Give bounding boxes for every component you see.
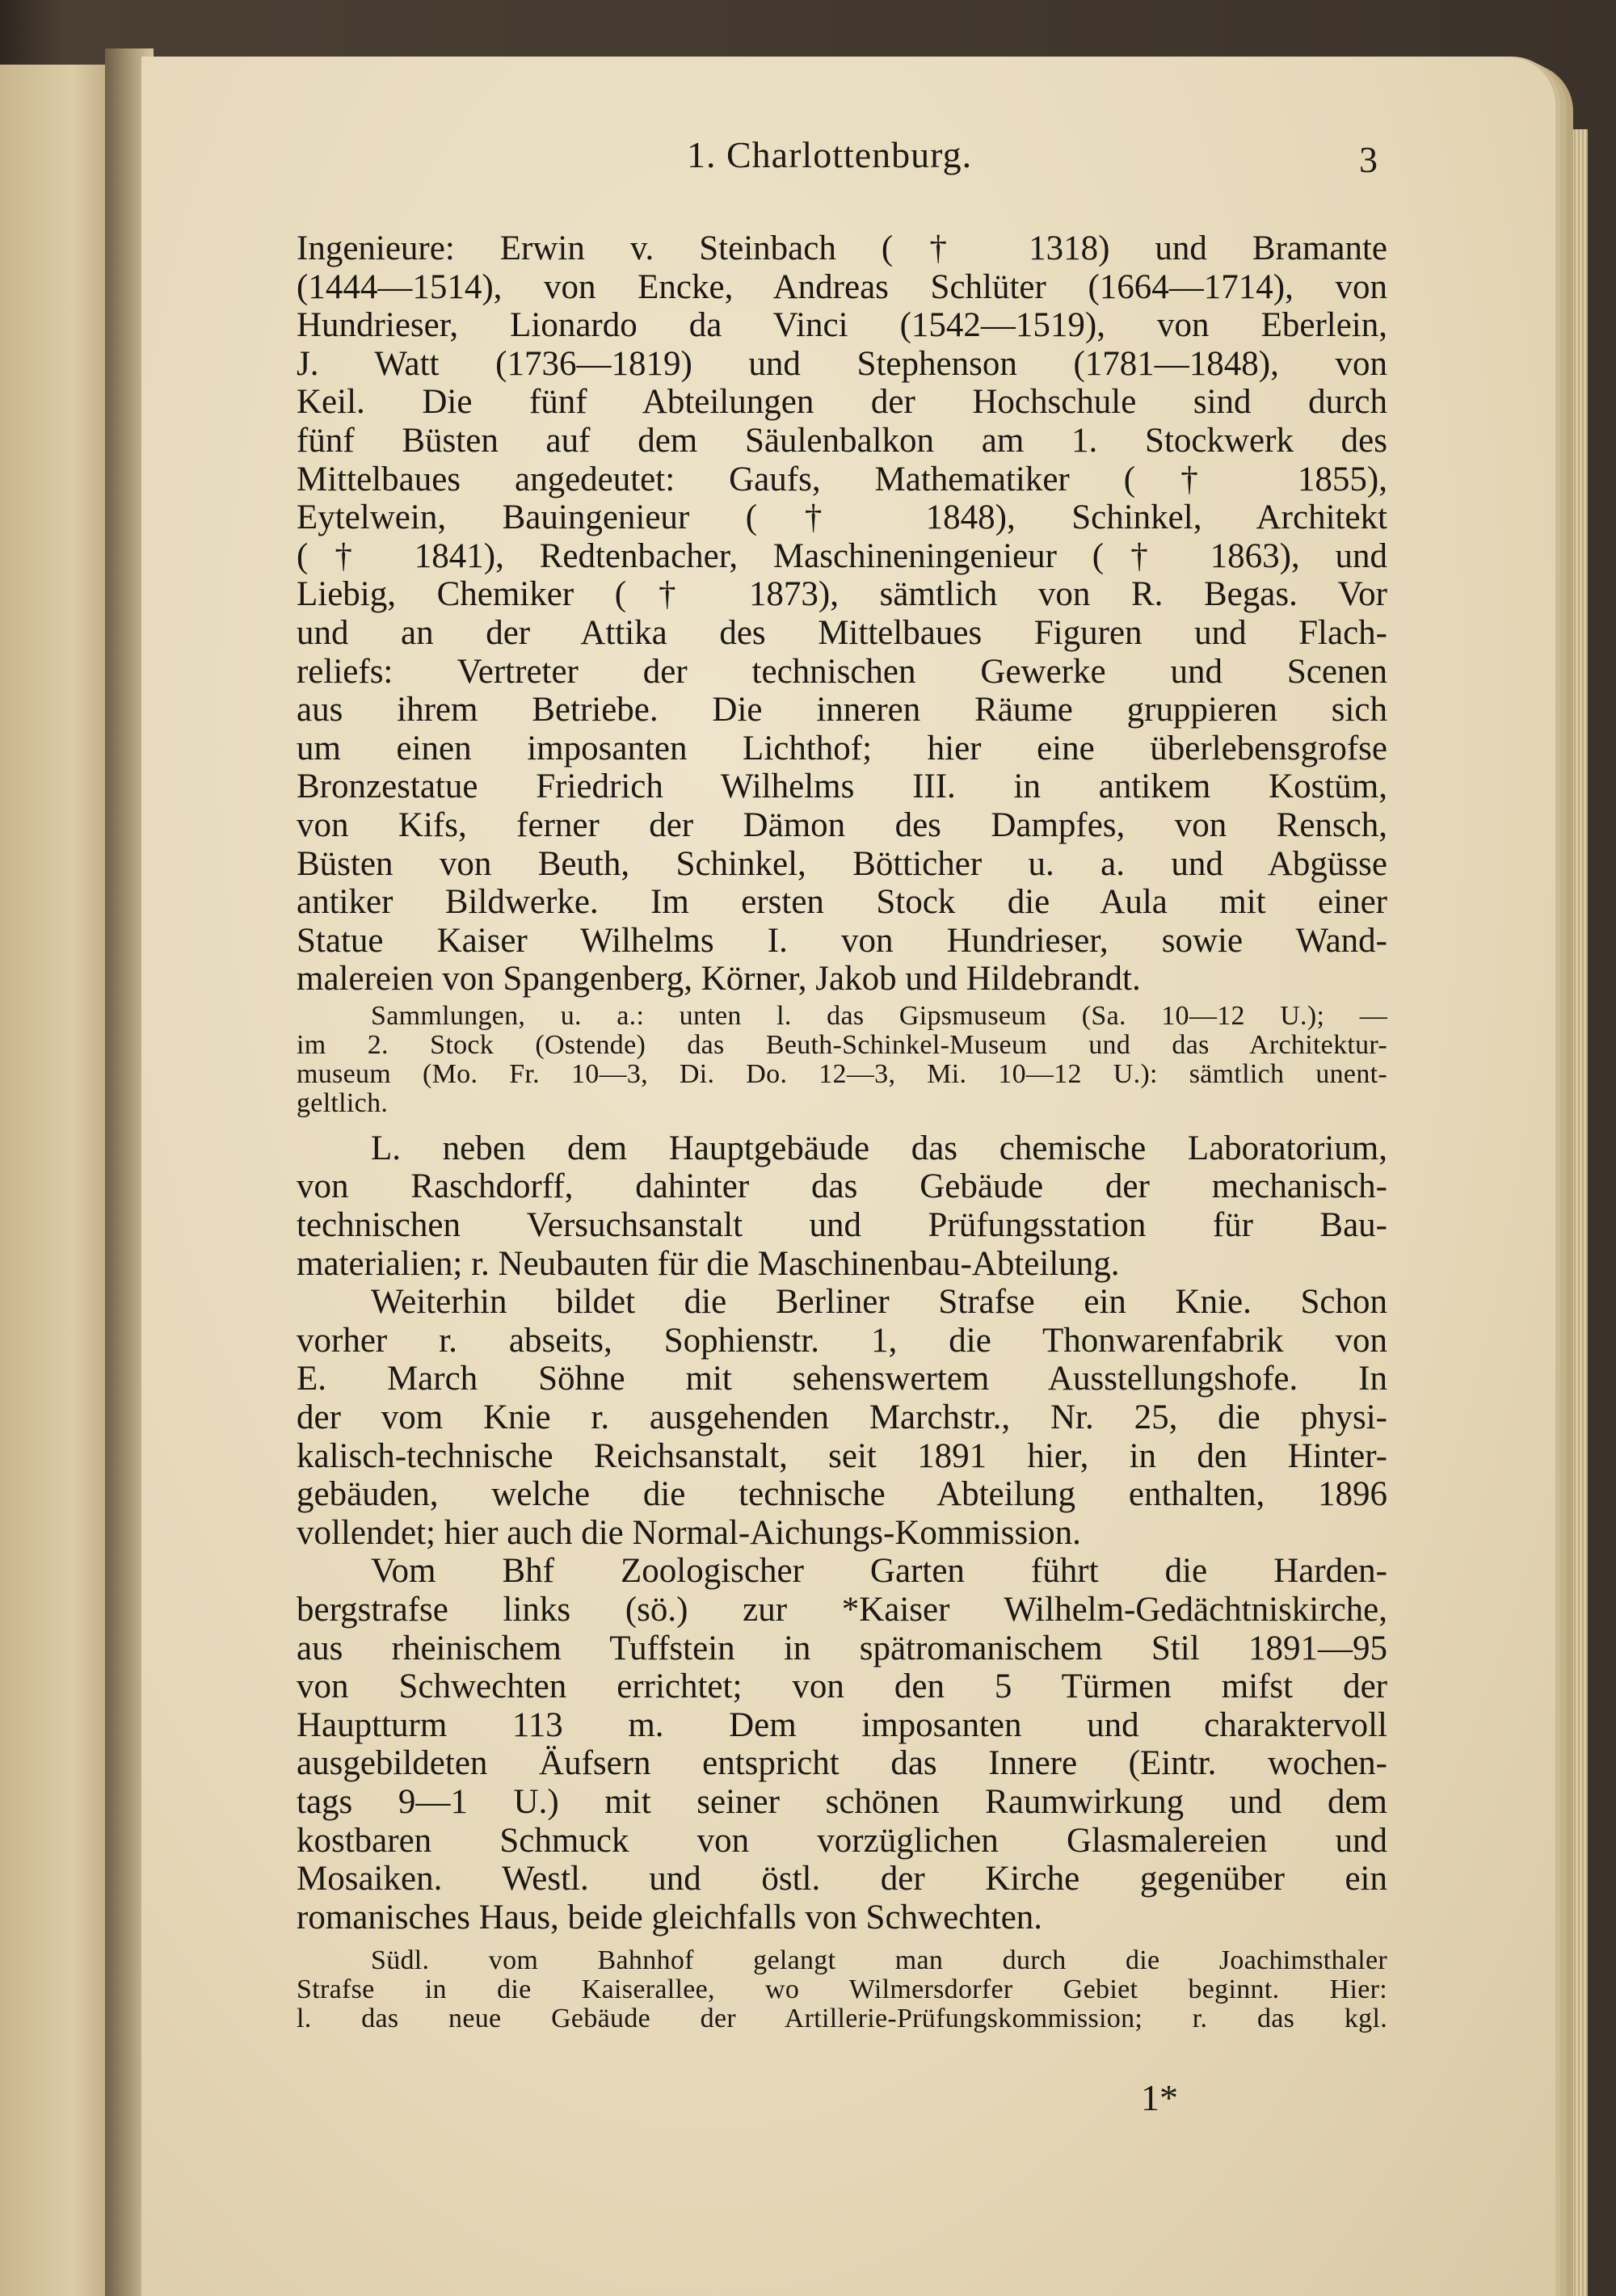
text-line: L. neben dem Hauptgebäude das chemische Laboratorium,	[371, 1129, 1387, 1167]
text-line: Büsten von Beuth, Schinkel, Bötticher u. a. und Abgüsse	[297, 844, 1387, 883]
text-line: und an der Attika des Mittelbaues Figuren und Flach-	[297, 613, 1387, 652]
text-line: von Schwechten errichtet; von den 5 Türmen mifst der	[297, 1667, 1387, 1706]
text-line: Vom Bhf Zoologischer Garten führt die Harden-	[371, 1552, 1387, 1591]
text-line: malereien von Spangenberg, Körner, Jakob und Hildebrandt.	[297, 960, 1141, 999]
running-head: 1. Charlottenburg.	[687, 134, 973, 175]
text-line: Hauptturm 113 m. Dem imposanten und charaktervoll	[297, 1705, 1387, 1744]
page-body	[297, 229, 1387, 2033]
text-line: von Raschdorff, dahinter das Gebäude der mechanisch-	[297, 1167, 1387, 1206]
paragraph-gedaechtniskirche	[297, 1552, 1387, 1936]
text-line: gebäuden, welche die technische Abteilung enthalten, 1896	[297, 1475, 1387, 1514]
collections-note	[297, 1002, 1387, 1118]
text-line: aus rheinischem Tuffstein in spätromanischem Stil 1891—95	[297, 1629, 1387, 1667]
page-number: 3	[1359, 139, 1378, 180]
text-line: E. March Söhne mit sehenswertem Ausstellungshofe. In	[297, 1360, 1387, 1398]
text-line: der vom Knie r. ausgehenden Marchstr., Nr. 25, die physi-	[297, 1398, 1387, 1437]
paragraph-engineers	[297, 229, 1387, 999]
text-line: Mittelbaues angedeutet: Gaufs, Mathematiker († 1855),	[297, 460, 1387, 498]
south-note	[297, 1946, 1387, 2033]
note-line: im 2. Stock (Ostende) das Beuth-Schinkel-Museum und das Architektur-	[297, 1030, 1387, 1060]
text-line: reliefs: Vertreter der technischen Gewerke und Scenen	[297, 652, 1387, 691]
text-line: Statue Kaiser Wilhelms I. von Hundrieser, sowie Wand-	[297, 921, 1387, 960]
text-line: Eytelwein, Bauingenieur († 1848), Schinkel, Architekt	[297, 498, 1387, 537]
text-line: vollendet; hier auch die Normal-Aichungs-Kommission.	[297, 1513, 1081, 1552]
text-line: materialien; r. Neubauten für die Maschinenbau-Abteilung.	[297, 1244, 1120, 1283]
text-line: (1444—1514), von Encke, Andreas Schlüter (1664—1714), von	[297, 267, 1387, 306]
text-line: Liebig, Chemiker († 1873), sämtlich von R. Begas. Vor	[297, 575, 1387, 614]
note-line: Strafse in die Kaiserallee, wo Wilmersdorfer Gebiet beginnt. Hier:	[297, 1975, 1387, 2005]
text-line: J. Watt (1736—1819) und Stephenson (1781—1848), von	[297, 344, 1387, 383]
text-line: tags 9—1 U.) mit seiner schönen Raumwirkung und dem	[297, 1782, 1387, 1821]
text-line: Keil. Die fünf Abteilungen der Hochschule sind durch	[297, 383, 1387, 422]
note-line: geltlich.	[297, 1088, 389, 1118]
text-line: bergstrafse links (sö.) zur *Kaiser Wilhelm-Gedächtniskirche,	[297, 1591, 1387, 1629]
note-line: Südl. vom Bahnhof gelangt man durch die Joachimsthaler	[371, 1946, 1387, 1976]
text-line: Mosaiken. Westl. und östl. der Kirche gegenüber ein	[297, 1860, 1387, 1899]
paragraph-laboratory	[297, 1129, 1387, 1283]
text-line: kalisch-technische Reichsanstalt, seit 1891 hier, in den Hinter-	[297, 1436, 1387, 1475]
note-line: museum (Mo. Fr. 10—3, Di. Do. 12—3, Mi. 10—12 U.): sämtlich unent-	[297, 1059, 1387, 1089]
text-line: Weiterhin bildet die Berliner Strafse ein Knie. Schon	[371, 1283, 1387, 1322]
facing-page-edge	[0, 65, 121, 2296]
text-line: Bronzestatue Friedrich Wilhelms III. in antikem Kostüm,	[297, 767, 1387, 806]
text-line: Ingenieure: Erwin v. Steinbach († 1318) und Bramante	[297, 229, 1387, 267]
text-line: vorher r. abseits, Sophienstr. 1, die Thonwarenfabrik von	[297, 1321, 1387, 1360]
text-line: aus ihrem Betriebe. Die inneren Räume gruppieren sich	[297, 691, 1387, 730]
text-line: von Kifs, ferner der Dämon des Dampfes, von Rensch,	[297, 805, 1387, 844]
signature-mark: 1*	[1141, 2077, 1178, 2118]
text-line: antiker Bildwerke. Im ersten Stock die Aula mit einer	[297, 883, 1387, 922]
paragraph-berliner-strasse	[297, 1283, 1387, 1552]
text-line: Hundrieser, Lionardo da Vinci (1542—1519), von Eberlein,	[297, 306, 1387, 345]
note-line: Sammlungen, u. a.: unten l. das Gipsmuseum (Sa. 10—12 U.); —	[371, 1001, 1387, 1031]
note-line: l. das neue Gebäude der Artillerie-Prüfungskommission; r. das kgl.	[297, 2004, 1387, 2034]
text-line: um einen imposanten Lichthof; hier eine überlebensgrofse	[297, 729, 1387, 767]
text-line: ausgebildeten Äufsern entspricht das Innere (Eintr. wochen-	[297, 1744, 1387, 1783]
text-line: technischen Versuchsanstalt und Prüfungsstation für Bau-	[297, 1206, 1387, 1245]
text-line: kostbaren Schmuck von vorzüglichen Glasmalereien und	[297, 1821, 1387, 1860]
text-line: fünf Büsten auf dem Säulenbalkon am 1. Stockwerk des	[297, 421, 1387, 460]
text-line: († 1841), Redtenbacher, Maschineningenieur († 1863), und	[297, 536, 1387, 575]
text-line: romanisches Haus, beide gleichfalls von Schwechten.	[297, 1898, 1043, 1936]
page-header	[291, 133, 1406, 190]
